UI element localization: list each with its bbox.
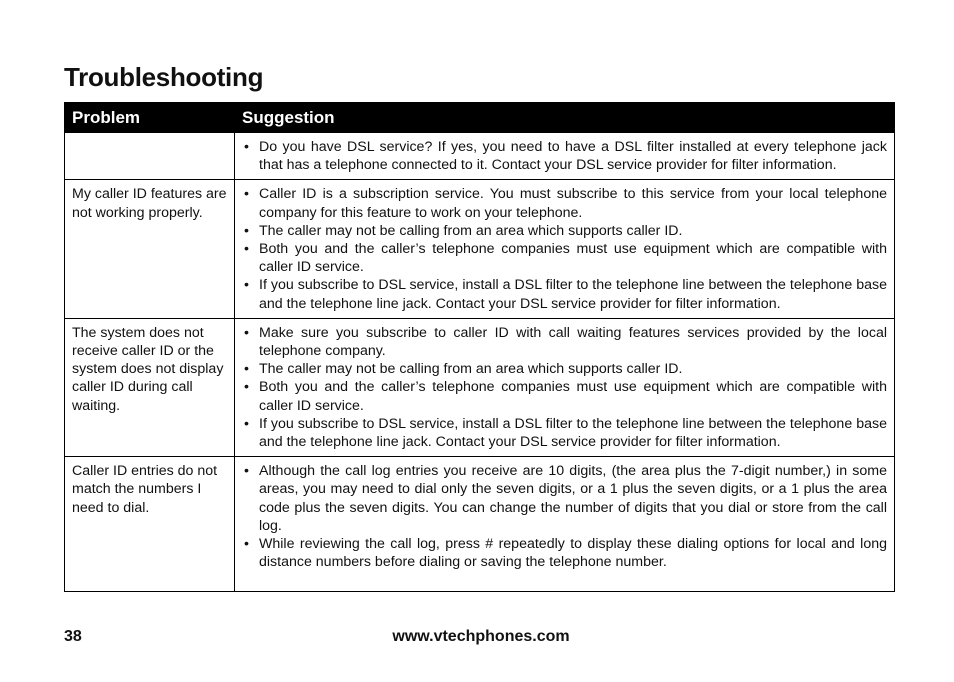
suggestion-item: • Make sure you subscribe to caller ID with call waiting features services provided by the local telephone company. bbox=[242, 324, 887, 360]
suggestion-item: • The caller may not be calling from an area which supports caller ID. bbox=[242, 360, 887, 378]
problem-cell: The system does not receive caller ID or the system does not display caller ID during call waiting. bbox=[65, 318, 235, 456]
suggestion-item: • Both you and the caller’s telephone companies must use equipment which are compatible with caller ID service. bbox=[242, 378, 887, 414]
problem-cell: Caller ID entries do not match the numbers I need to dial. bbox=[65, 457, 235, 592]
table-row bbox=[65, 180, 895, 318]
suggestion-list bbox=[242, 462, 887, 571]
suggestion-item: • Do you have DSL service? If yes, you need to have a DSL filter installed at every telephone jack that has a telephone connected to it. Contact your DSL service provider for filter information. bbox=[242, 138, 887, 174]
suggestion-cell bbox=[235, 318, 895, 456]
table-row bbox=[65, 318, 895, 456]
suggestion-column-header: Suggestion bbox=[235, 103, 895, 133]
problem-column-header: Problem bbox=[65, 103, 235, 133]
suggestion-list bbox=[242, 324, 887, 451]
suggestion-item: • The caller may not be calling from an area which supports caller ID. bbox=[242, 222, 887, 240]
problem-cell bbox=[65, 133, 235, 180]
table-header-row bbox=[65, 103, 895, 133]
suggestion-item: • If you subscribe to DSL service, install a DSL filter to the telephone line between the telephone base and the telephone line jack. Contact your DSL service provider for filter information. bbox=[242, 415, 887, 451]
page-title: Troubleshooting bbox=[64, 62, 264, 92]
suggestion-item: • Both you and the caller’s telephone companies must use equipment which are compatible with caller ID service. bbox=[242, 240, 887, 276]
suggestion-item: • While reviewing the call log, press # repeatedly to display these dialing options for local and long distance numbers before dialing or saving the telephone number. bbox=[242, 535, 887, 571]
page-number: 38 bbox=[64, 628, 82, 645]
table-row bbox=[65, 457, 895, 592]
suggestion-item: • If you subscribe to DSL service, install a DSL filter to the telephone line between the telephone base and the telephone line jack. Contact your DSL service provider for filter information. bbox=[242, 276, 887, 312]
suggestion-item: • Although the call log entries you receive are 10 digits, (the area plus the 7-digit number,) in some areas, you may need to dial only the seven digits, or a 1 plus the seven digits, or a 1 plus the area code plus the seven digits. You can change the number of digits that you dial or store from the call log. bbox=[242, 462, 887, 535]
suggestion-list bbox=[242, 138, 887, 174]
suggestion-cell bbox=[235, 133, 895, 180]
problem-cell: My caller ID features are not working properly. bbox=[65, 180, 235, 318]
suggestion-item: • Caller ID is a subscription service. You must subscribe to this service from your local telephone company for this feature to work on your telephone. bbox=[242, 185, 887, 221]
footer-url: www.vtechphones.com bbox=[392, 628, 570, 645]
suggestion-cell bbox=[235, 180, 895, 318]
troubleshooting-table bbox=[64, 102, 895, 592]
suggestion-cell bbox=[235, 457, 895, 592]
suggestion-list bbox=[242, 185, 887, 312]
table-row bbox=[65, 133, 895, 180]
